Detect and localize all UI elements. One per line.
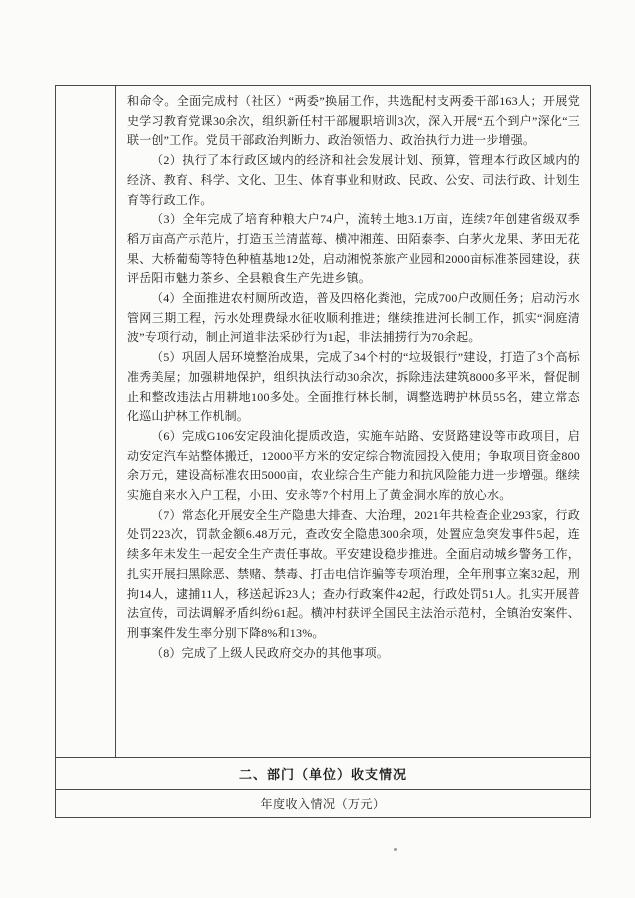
- report-table: [55, 85, 591, 818]
- report-left-column: [56, 86, 116, 757]
- section-header-row: [56, 758, 590, 790]
- report-text-cell: [116, 86, 590, 757]
- report-paragraph: （4）全面推进农村厕所改造，普及四格化粪池，完成700户改厕任务；启动污水管网三期工程，污水处理费绿水征收顺利推进；继续推进河长制工作，抓实“洞庭清波”专项行动，制止河道非法采砂行为1起，非法捕捞行为70余起。: [127, 291, 580, 345]
- section-title: 二、部门（单位）收支情况: [238, 767, 407, 782]
- report-paragraph: （8）完成了上级人民政府交办的其他事项。: [151, 645, 390, 660]
- report-paragraph: （6）完成G106安定段油化提质改造，实施车站路、安贤路建设等市政项目，启动安定汽车站整体搬迁，12000平方米的安定综合物流园投入使用；争取项目资金800余万元，建设高标准农田5000亩，农业综合生产能力和抗风险能力进一步增强。继续实施自来水入户工程，小田、安永等7个村用上了黄金洞水库的放心水。: [127, 428, 580, 503]
- income-subheader-row: [56, 790, 590, 817]
- report-paragraph: （2）执行了本行政区域内的经济和社会发展计划、预算，管理本行政区域内的经济、教育、科学、文化、卫生、体育事业和财政、民政、公安、司法行政、计划生育等行政工作。: [127, 153, 580, 207]
- report-paragraph: 和命令。全面完成村（社区）“两委”换届工作，共选配村支两委干部163人；开展党史学习教育党课30余次，组织新任村干部履职培训3次，深入开展“五个到户”深化“三联一创”工作。党员干部政治判断力、政治领悟力、政治执行力进一步增强。: [127, 94, 580, 148]
- scan-artifact: [394, 848, 397, 851]
- income-subheader: 年度收入情况（万元）: [260, 797, 386, 811]
- report-paragraph: （7）常态化开展安全生产隐患大排查、大治理，2021年共检查企业293家，行政处罚223次，罚款金额6.48万元，查改安全隐患300余项，处置应急突发事件5起，连续多年未发生一起安全生产责任事故。平安建设稳步推进。全面启动城乡警务工作，扎实开展扫黑除恶、禁赌、禁毒、打击电信诈骗等专项治理，全年刑事立案32起，刑拘14人，逮捕11人，移送起诉23人；查办行政案件42起，行政处罚51人。扎实开展普法宣传，司法调解矛盾纠纷61起。横冲村获评全国民主法治示范村，全镇治安案件、刑事案件发生率分别下降8%和13%。: [127, 507, 580, 640]
- report-main-row: [56, 86, 590, 758]
- report-paragraph: （5）巩固人居环境整治成果，完成了34个村的“垃圾银行”建设，打造了3个高标准秀美屋；加强耕地保护，组织执法行动30余次，拆除违法建筑8000多平米，督促制止和整改违法占用耕地100多处。全面推行林长制，调整选聘护林员55名，建立常态化巡山护林工作机制。: [127, 350, 580, 424]
- report-paragraph: （3）全年完成了培育种粮大户74户，流转土地3.1万亩，连续7年创建省级双季稻万亩高产示范片，打造玉兰清蓝莓、横冲湘莲、田陌泰李、白茅火龙果、茅田无花果、大桥葡萄等特色种植基地12处，启动湘悦茶旅产业园和2000亩标准茶园建设，获评岳阳市魅力茶乡、全县粮食生产先进乡镇。: [127, 212, 580, 286]
